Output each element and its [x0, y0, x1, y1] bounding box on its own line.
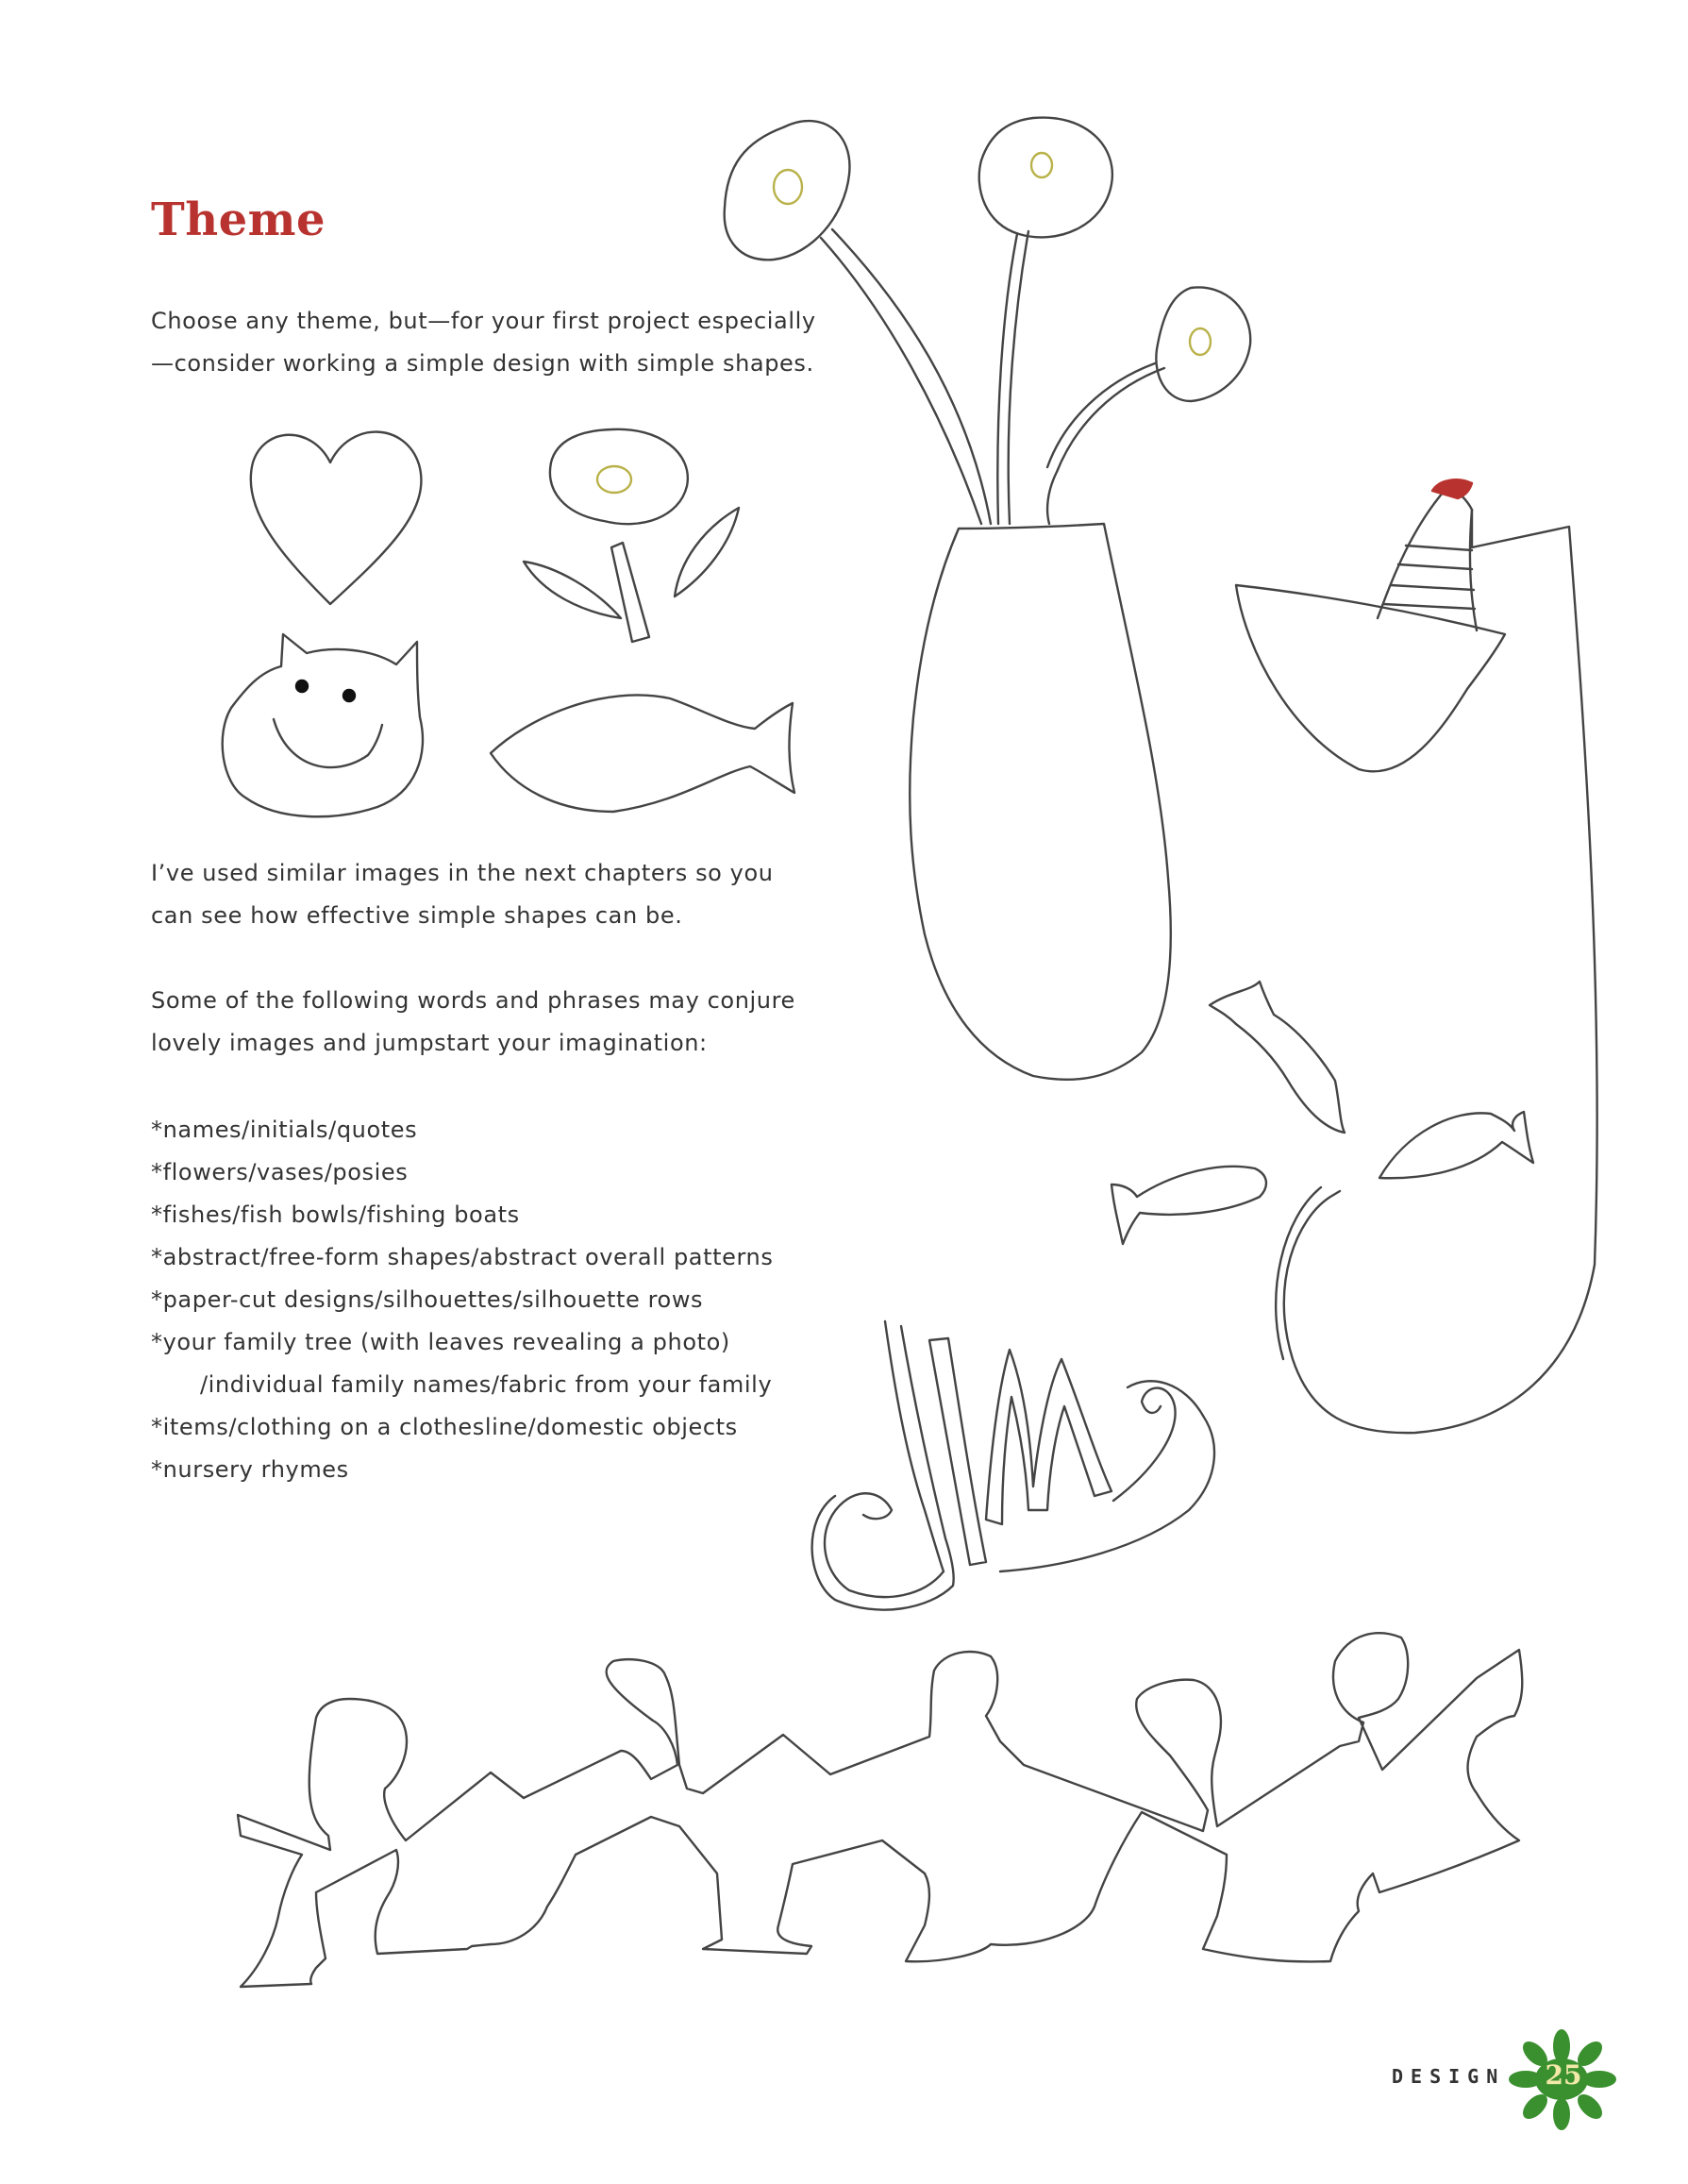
page-number-badge [1505, 2027, 1618, 2131]
list-item: *fishes/fish bowls/fishing boats [151, 1201, 520, 1228]
vase-with-three-flowers [725, 118, 1251, 1080]
list-item: /individual family names/fabric from your family [200, 1371, 773, 1398]
flower-outline [524, 429, 739, 642]
sailboat-with-hook [1236, 479, 1597, 1433]
page-title: Theme [151, 193, 326, 246]
intro-paragraph: Choose any theme, but—for your first project especially —consider working a simple design with simple shapes. [151, 308, 816, 377]
fishes [1111, 982, 1533, 1244]
list-item: *names/initials/quotes [151, 1117, 418, 1143]
list-item: *your family tree (with leaves revealing a photo) [151, 1329, 730, 1355]
fish-outline [491, 695, 794, 812]
paper-doll-chain [238, 1633, 1522, 1987]
cat-face-outline [223, 634, 423, 816]
heart-outline [251, 432, 422, 604]
jm-monogram [812, 1321, 1214, 1610]
list-item: *items/clothing on a clothesline/domestic objects [151, 1414, 738, 1440]
section-label: DESIGN [1392, 2065, 1506, 2088]
used-similar-paragraph: I’ve used similar images in the next chapters so you can see how effective simple shapes can be. [151, 860, 774, 929]
list-item: *nursery rhymes [151, 1456, 349, 1483]
following-words-paragraph: Some of the following words and phrases may conjure lovely images and jumpstart your imagination: [151, 987, 795, 1056]
page-number: 25 [1545, 2059, 1582, 2091]
list-item: *flowers/vases/posies [151, 1159, 409, 1185]
list-item: *abstract/free-form shapes/abstract overall patterns [151, 1244, 774, 1270]
list-item: *paper-cut designs/silhouettes/silhouette rows [151, 1286, 704, 1313]
